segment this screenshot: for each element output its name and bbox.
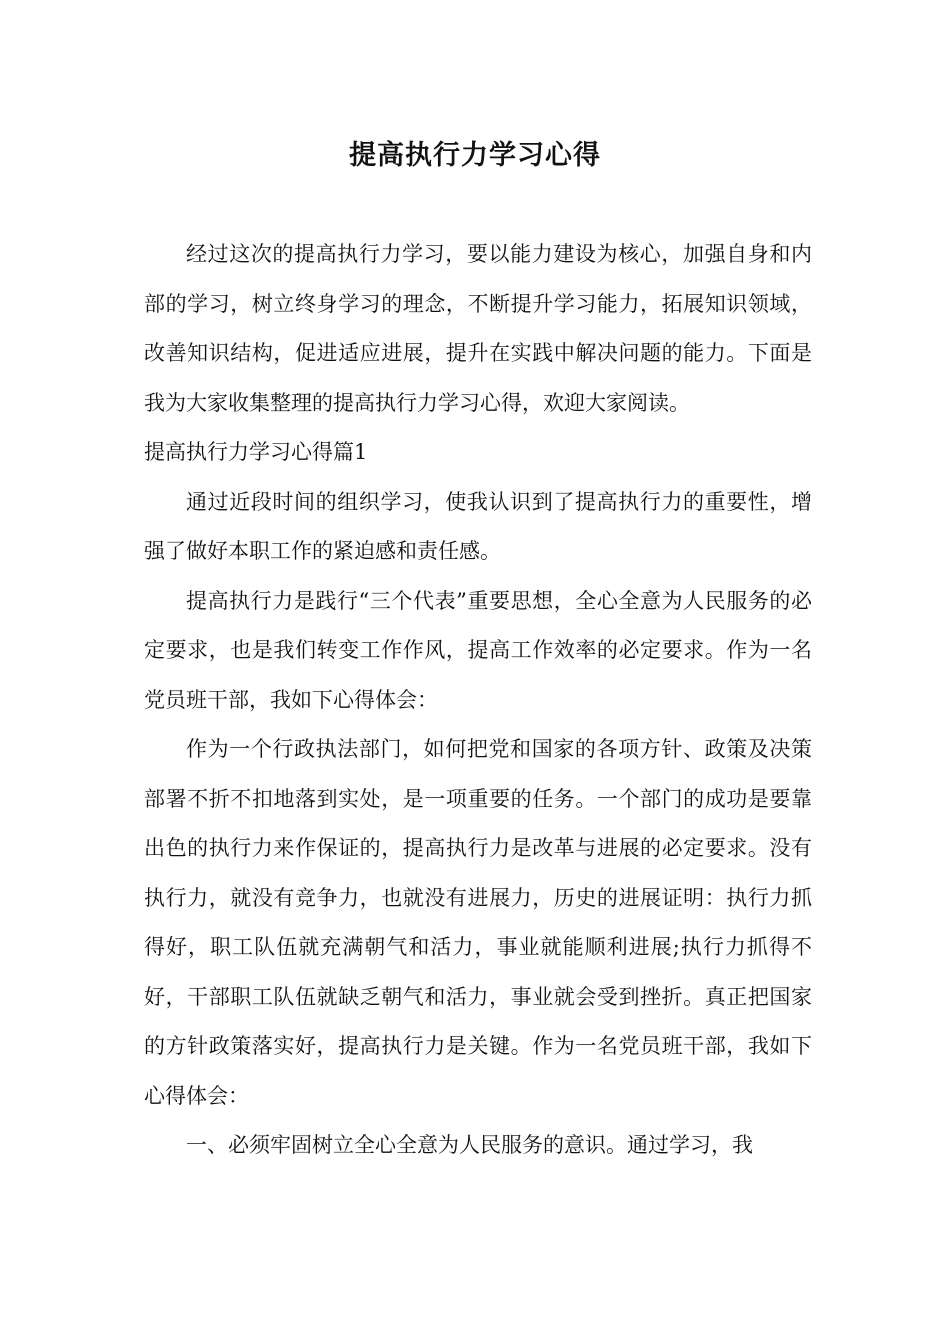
paragraph: 一、必须牢固树立全心全意为人民服务的意识。通过学习，我: [186, 1133, 753, 1157]
section-heading: 提高执行力学习心得篇1: [144, 440, 368, 464]
paragraph: 提高执行力是践行“三个代表”重要思想，全心全意为人民服务的必定要求，也是我们转变工作作风，提高工作效率的必定要求。作为一名党员班干部，我如下心得体会：: [144, 588, 812, 712]
paragraph: 作为一个行政执法部门，如何把党和国家的各项方针、政策及决策部署不折不扣地落到实处，是一项重要的任务。一个部门的成功是要靠出色的执行力来作保证的，提高执行力是改革与进展的必定要求。没有执行力，就没有竞争力，也就没有进展力，历史的进展证明：执行力抓得好，职工队伍就充满朝气和活力，事业就能顺利进展;执行力抓得不好，干部职工队伍就缺乏朝气和活力，事业就会受到挫折。真正把国家的方针政策落实好，提高执行力是关键。作为一名党员班干部，我如下心得体会：: [144, 737, 812, 1108]
page-title: 提高执行力学习心得: [349, 140, 601, 171]
paragraph-intro: 经过这次的提高执行力学习，要以能力建设为核心，加强自身和内部的学习，树立终身学习的理念，不断提升学习能力，拓展知识领域，改善知识结构，促进适应进展，提升在实践中解决问题的能力。下面是我为大家收集整理的提高执行力学习心得，欢迎大家阅读。: [144, 242, 812, 415]
document-body: [144, 230, 812, 1171]
paragraph: 通过近段时间的组织学习，使我认识到了提高执行力的重要性，增强了做好本职工作的紧迫感和责任感。: [144, 489, 812, 563]
